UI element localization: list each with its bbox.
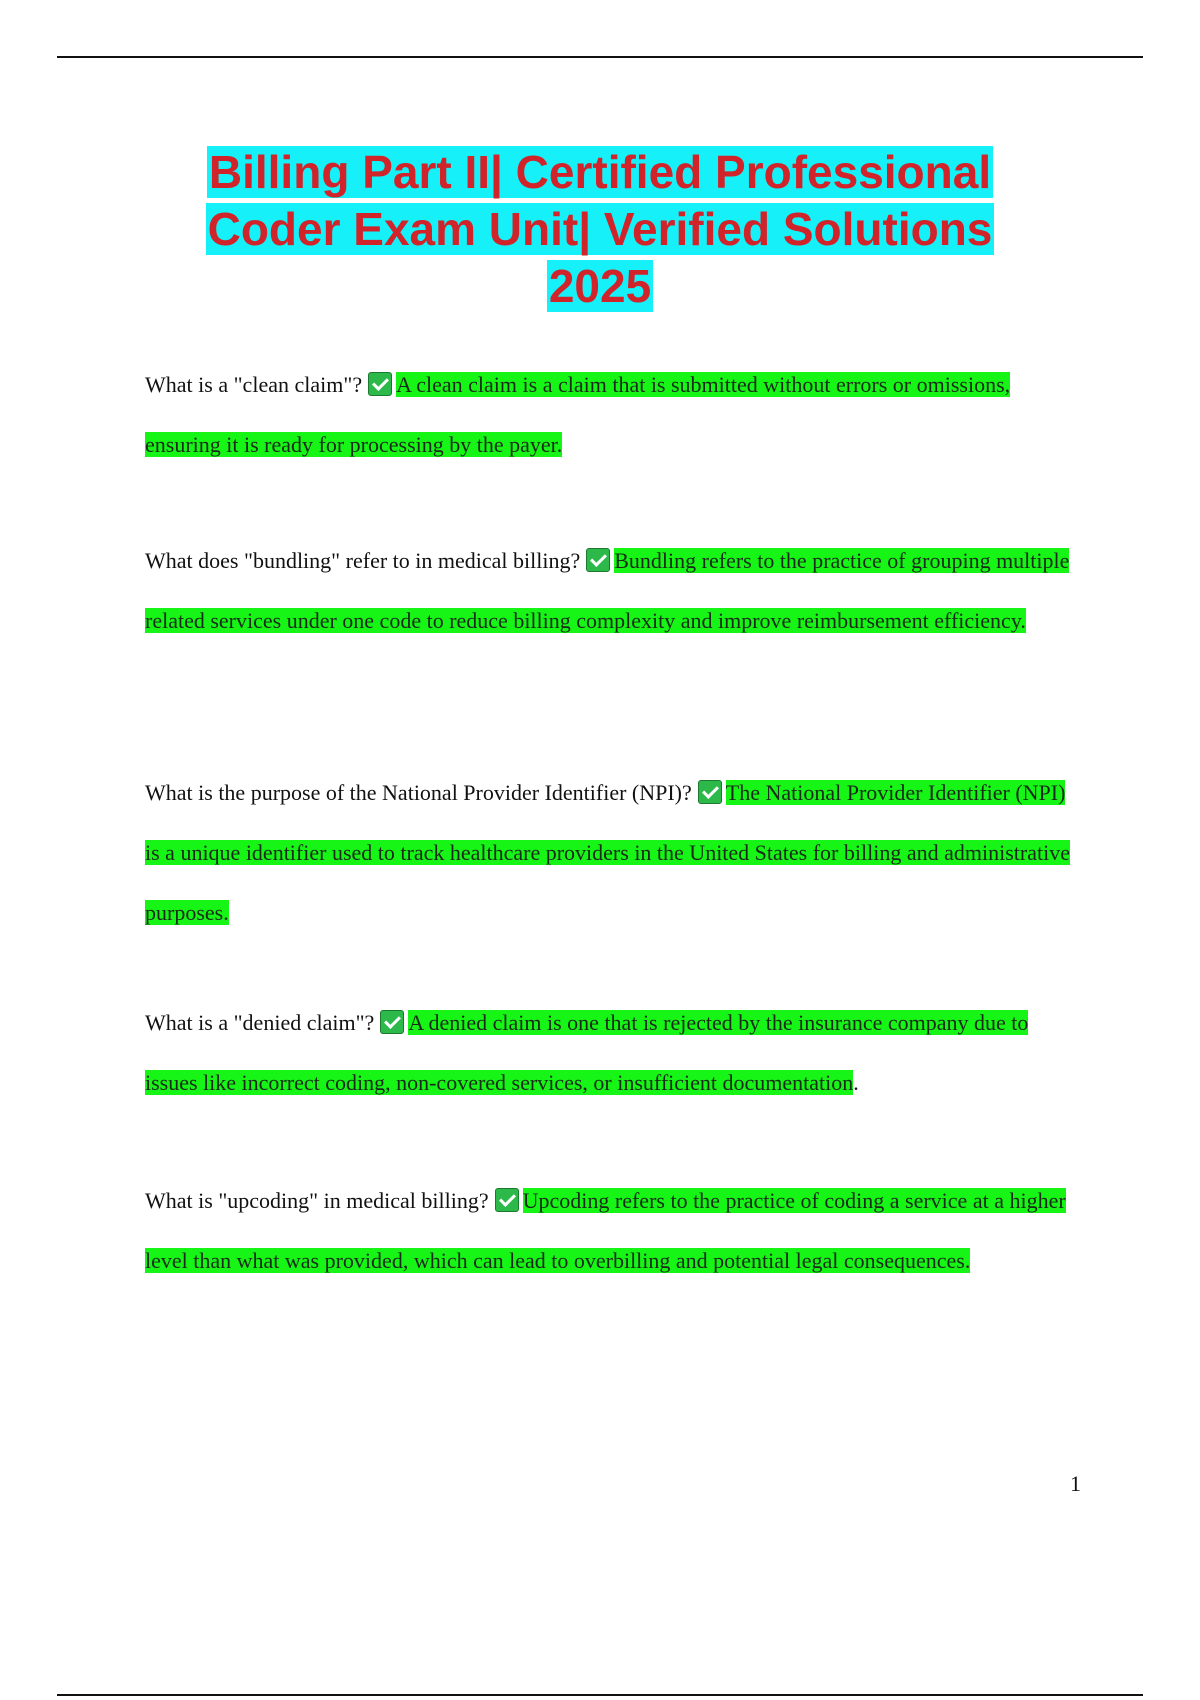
footer-rule (57, 1694, 1143, 1696)
question-text: What is a "denied claim"? (145, 1010, 375, 1035)
answer-text: The National Provider Identifier (NPI) is a unique identifier used to track healthcare providers in the United States for billing and administrative purposes. (145, 780, 1070, 925)
check-box-icon (368, 372, 392, 396)
document-title: Billing Part II| Certified Professional Coder Exam Unit| Verified Solutions 2025 (207, 146, 993, 312)
qa-item (145, 531, 1080, 651)
check-box-icon (380, 1010, 404, 1034)
answer-text: A denied claim is one that is rejected by the insurance company due to issues like incorrect coding, non-covered services, or insufficient documentation (145, 1010, 1029, 1095)
header-rule (57, 56, 1143, 58)
title-block (0, 144, 1200, 315)
answer-text: A clean claim is a claim that is submitted without errors or omissions, ensuring it is ready for processing by the payer. (145, 372, 1011, 457)
check-box-icon (586, 548, 610, 572)
question-text: What is the purpose of the National Provider Identifier (NPI)? (145, 780, 692, 805)
qa-item (145, 1171, 1080, 1291)
qa-item (145, 763, 1080, 943)
check-box-icon (698, 780, 722, 804)
question-text: What is "upcoding" in medical billing? (145, 1188, 489, 1213)
answer-text: Bundling refers to the practice of grouping multiple related services under one code to reduce billing complexity and improve reimbursement efficiency. (145, 548, 1070, 633)
page-number: 1 (1070, 1471, 1081, 1496)
check-box-icon (495, 1188, 519, 1212)
answer-text: Upcoding refers to the practice of coding a service at a higher level than what was provided, which can lead to overbilling and potential legal consequences. (145, 1188, 1066, 1273)
qa-item (145, 355, 1080, 475)
question-text: What does "bundling" refer to in medical billing? (145, 548, 581, 573)
question-text: What is a "clean claim"? (145, 372, 363, 397)
qa-item (145, 993, 1080, 1113)
answer-trailing: . (853, 1070, 859, 1095)
